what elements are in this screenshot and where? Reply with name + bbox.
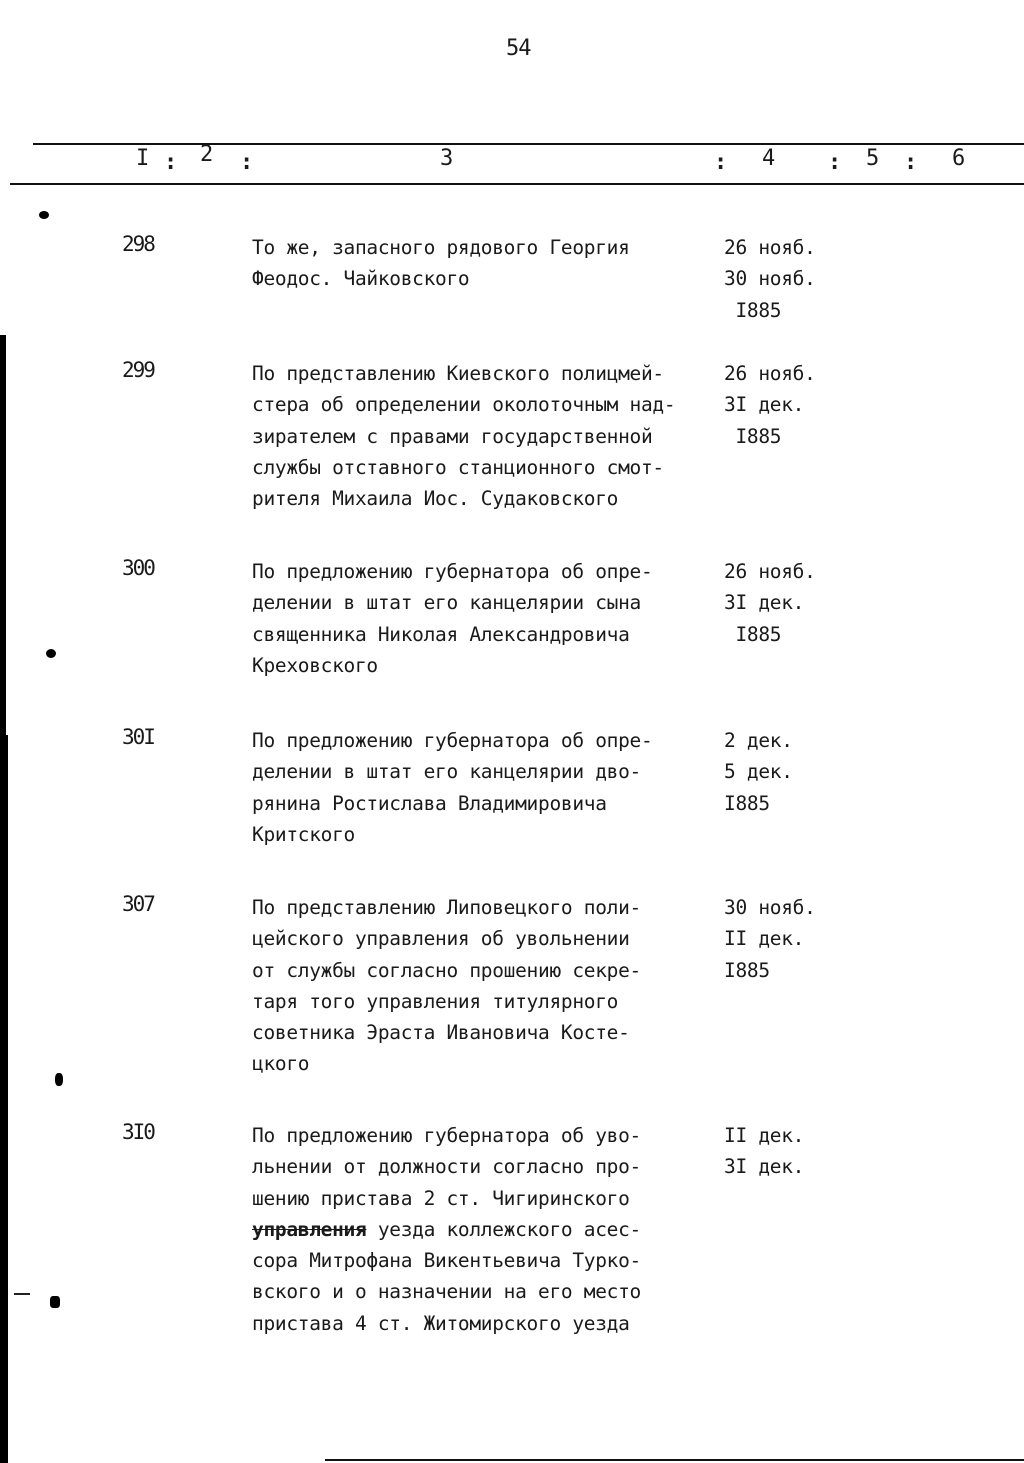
column-header-6: 6 xyxy=(952,146,966,171)
entry-dates xyxy=(724,725,793,819)
text-line: вского и о назначении на его место xyxy=(252,1280,641,1304)
text-line: пристава 4 ст. Житомирского уезда xyxy=(252,1311,630,1335)
date-start: 26 нояб. xyxy=(724,236,816,259)
text-line: сора Митрофана Викентьевича Турко- xyxy=(252,1249,641,1273)
text-line: таря того управления титулярного xyxy=(252,989,619,1013)
entry-dates xyxy=(724,556,816,650)
text-line: льнении от должности согласно про- xyxy=(252,1155,641,1179)
text-line: цкого xyxy=(252,1052,310,1076)
column-separator: : xyxy=(904,150,918,175)
text-line: шению пристава 2 ст. Чигиринского xyxy=(252,1186,630,1210)
column-header-2: 2 xyxy=(200,142,214,167)
date-start: 26 нояб. xyxy=(724,362,816,385)
text-line: цейского управления об увольнении xyxy=(252,927,630,951)
date-end: 30 нояб. xyxy=(724,267,816,291)
date-year: I885 xyxy=(724,298,782,322)
entry-number: 307 xyxy=(122,892,154,916)
date-end: 3I дек. xyxy=(724,591,805,615)
text-line: Критского xyxy=(252,822,355,846)
text-line: По предложению губернатора об опре- xyxy=(252,560,653,583)
header-bottom-rule xyxy=(10,183,1024,185)
text-line: Феодос. Чайковского xyxy=(252,267,470,291)
date-start: 30 нояб. xyxy=(724,896,816,919)
entry-dates xyxy=(724,232,816,326)
date-end: 5 дек. xyxy=(724,760,793,784)
entry-dates xyxy=(724,1120,804,1183)
page-number: 54 xyxy=(506,36,531,61)
entry-description xyxy=(252,892,641,1080)
scan-edge-shadow xyxy=(0,335,6,1463)
margin-ink-mark xyxy=(55,1073,63,1086)
header-top-rule xyxy=(33,143,1024,145)
entry-number: 30I xyxy=(122,725,154,749)
column-header-3: 3 xyxy=(440,146,454,171)
entry-description xyxy=(252,725,652,850)
text-line: от службы согласно прошению секре- xyxy=(252,958,641,982)
text-line: священника Николая Александровича xyxy=(252,622,630,646)
text-line xyxy=(252,1214,641,1245)
column-separator: : xyxy=(714,150,728,175)
text-line: делении в штат его канцелярии сына xyxy=(252,591,641,615)
entry-description xyxy=(252,232,630,295)
text-line: По предложению губернатора об уво- xyxy=(252,1124,641,1147)
date-year: I885 xyxy=(724,958,770,982)
text-line: рянина Ростислава Владимировича xyxy=(252,791,607,815)
entry-number: 300 xyxy=(122,556,154,580)
margin-ink-mark xyxy=(46,649,56,658)
text-line: советника Эраста Ивановича Косте- xyxy=(252,1021,630,1045)
column-header-5: 5 xyxy=(866,146,880,171)
date-end: 3I дек. xyxy=(724,393,805,417)
date-year: I885 xyxy=(724,424,782,448)
date-year: I885 xyxy=(724,622,782,646)
page-bottom-rule xyxy=(325,1459,1024,1461)
text-line: То же, запасного рядового Георгия xyxy=(252,236,630,259)
text-line: службы отставного станционного смот- xyxy=(252,455,664,479)
column-separator: : xyxy=(828,150,842,175)
margin-ink-mark xyxy=(50,1296,60,1308)
text-line: Креховского xyxy=(252,653,378,677)
date-start: 26 нояб. xyxy=(724,560,816,583)
date-end: II дек. xyxy=(724,927,805,951)
column-separator: : xyxy=(240,150,254,175)
text-line: По представлению Киевского полицмей- xyxy=(252,362,664,385)
column-separator: : xyxy=(164,150,178,175)
entry-dates xyxy=(724,892,816,986)
entry-number: 299 xyxy=(122,358,154,382)
entry-dates xyxy=(724,358,816,452)
margin-ink-mark xyxy=(39,211,49,219)
date-start: II дек. xyxy=(724,1124,805,1147)
entry-number: 3I0 xyxy=(122,1120,154,1144)
text-line: По предложению губернатора об опре- xyxy=(252,729,653,752)
text-line: стера об определении околоточным над- xyxy=(252,393,676,417)
entry-number: 298 xyxy=(122,232,154,256)
entry-description xyxy=(252,358,675,514)
text-line: рителя Михаила Иос. Судаковского xyxy=(252,487,619,511)
date-end: 3I дек. xyxy=(724,1155,805,1179)
text-line: зирателем с правами государственной xyxy=(252,424,653,448)
date-start: 2 дек. xyxy=(724,729,793,752)
struck-out-word: управления xyxy=(252,1217,367,1241)
column-header-4: 4 xyxy=(762,146,776,171)
entry-description xyxy=(252,1120,641,1339)
entry-description xyxy=(252,556,652,681)
date-year: I885 xyxy=(724,791,770,815)
text-line: По представлению Липовецкого поли- xyxy=(252,896,641,919)
column-header-1: I xyxy=(136,146,150,171)
text-line-rest: уезда коллежского асес- xyxy=(366,1217,641,1241)
margin-dash-mark xyxy=(14,1293,30,1295)
text-line: делении в штат его канцелярии дво- xyxy=(252,760,641,784)
